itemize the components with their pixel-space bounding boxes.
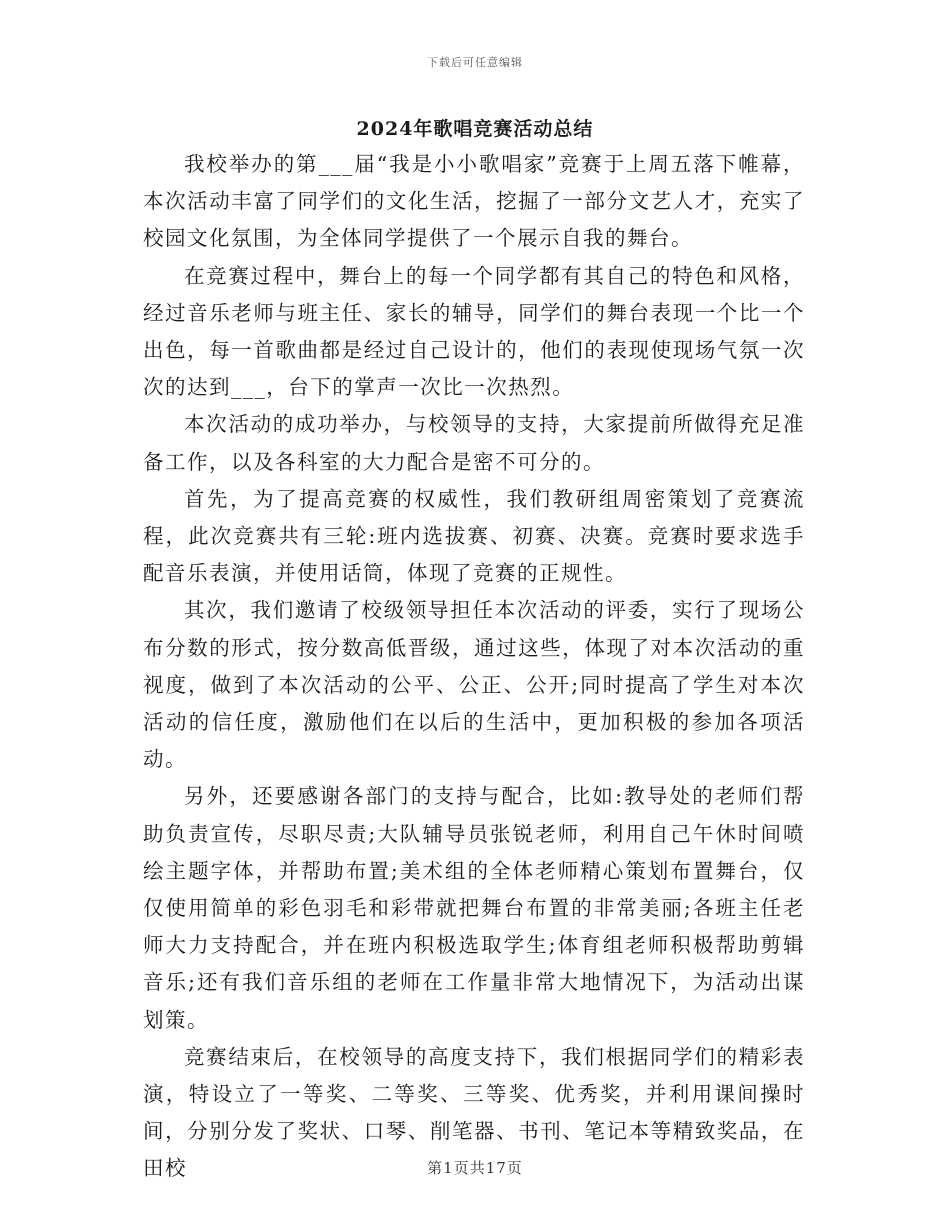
paragraph-1: 我校举办的第___届“我是小小歌唱家”竞赛于上周五落下帷幕，本次活动丰富了同学们的文化生活，挖掘了一部分文艺人才，充实了校园文化氛围，为全体同学提供了一个展示自我的舞台。 xyxy=(143,152,805,251)
paragraph-3: 本次活动的成功举办，与校领导的支持，大家提前所做得充足准备工作，以及各科室的大力配合是密不可分的。 xyxy=(143,412,805,474)
page-number: 第1页共17页 xyxy=(427,1159,523,1177)
page-header-note: 下载后可任意编辑 xyxy=(427,56,523,69)
paragraph-6: 另外，还要感谢各部门的支持与配合，比如:教导处的老师们帮助负责宣传，尽职尽责;大队辅导员张锐老师，利用自己午休时间喷绘主题字体，并帮助布置;美术组的全体老师精心策划布置舞台，仅仅使用简单的彩色羽毛和彩带就把舞台布置的非常美丽;各班主任老师大力支持配合，并在班内积极选取学生;体育组老师积极帮助剪辑音乐;还有我们音乐组的老师在工作量非常大地情况下，为活动出谋划策。 xyxy=(143,784,805,1032)
paragraph-4: 首先，为了提高竞赛的权威性，我们教研组周密策划了竞赛流程，此次竞赛共有三轮:班内选拔赛、初赛、决赛。竞赛时要求选手配音乐表演，并使用话筒，体现了竞赛的正规性。 xyxy=(143,486,805,586)
document-body xyxy=(143,146,805,1188)
document-title: 2024年歌唱竞赛活动总结 xyxy=(356,118,594,140)
paragraph-7: 竞赛结束后，在校领导的高度支持下，我们根据同学们的精彩表演，特设立了一等奖、二等奖、三等奖、优秀奖，并利用课间操时间，分别分发了奖状、口琴、削笔器、书刊、笔记本等精致奖品，在田校 xyxy=(143,1044,805,1181)
paragraph-5: 其次，我们邀请了校级领导担任本次活动的评委，实行了现场公布分数的形式，按分数高低晋级，通过这些，体现了对本次活动的重视度，做到了本次活动的公平、公正、公开;同时提高了学生对本次活动的信任度，激励他们在以后的生活中，更加积极的参加各项活动。 xyxy=(143,598,805,772)
paragraph-2: 在竞赛过程中，舞台上的每一个同学都有其自己的特色和风格，经过音乐老师与班主任、家长的辅导，同学们的舞台表现一个比一个出色，每一首歌曲都是经过自己设计的，他们的表现使现场气氛一次次的达到___，台下的掌声一次比一次热烈。 xyxy=(143,263,805,400)
